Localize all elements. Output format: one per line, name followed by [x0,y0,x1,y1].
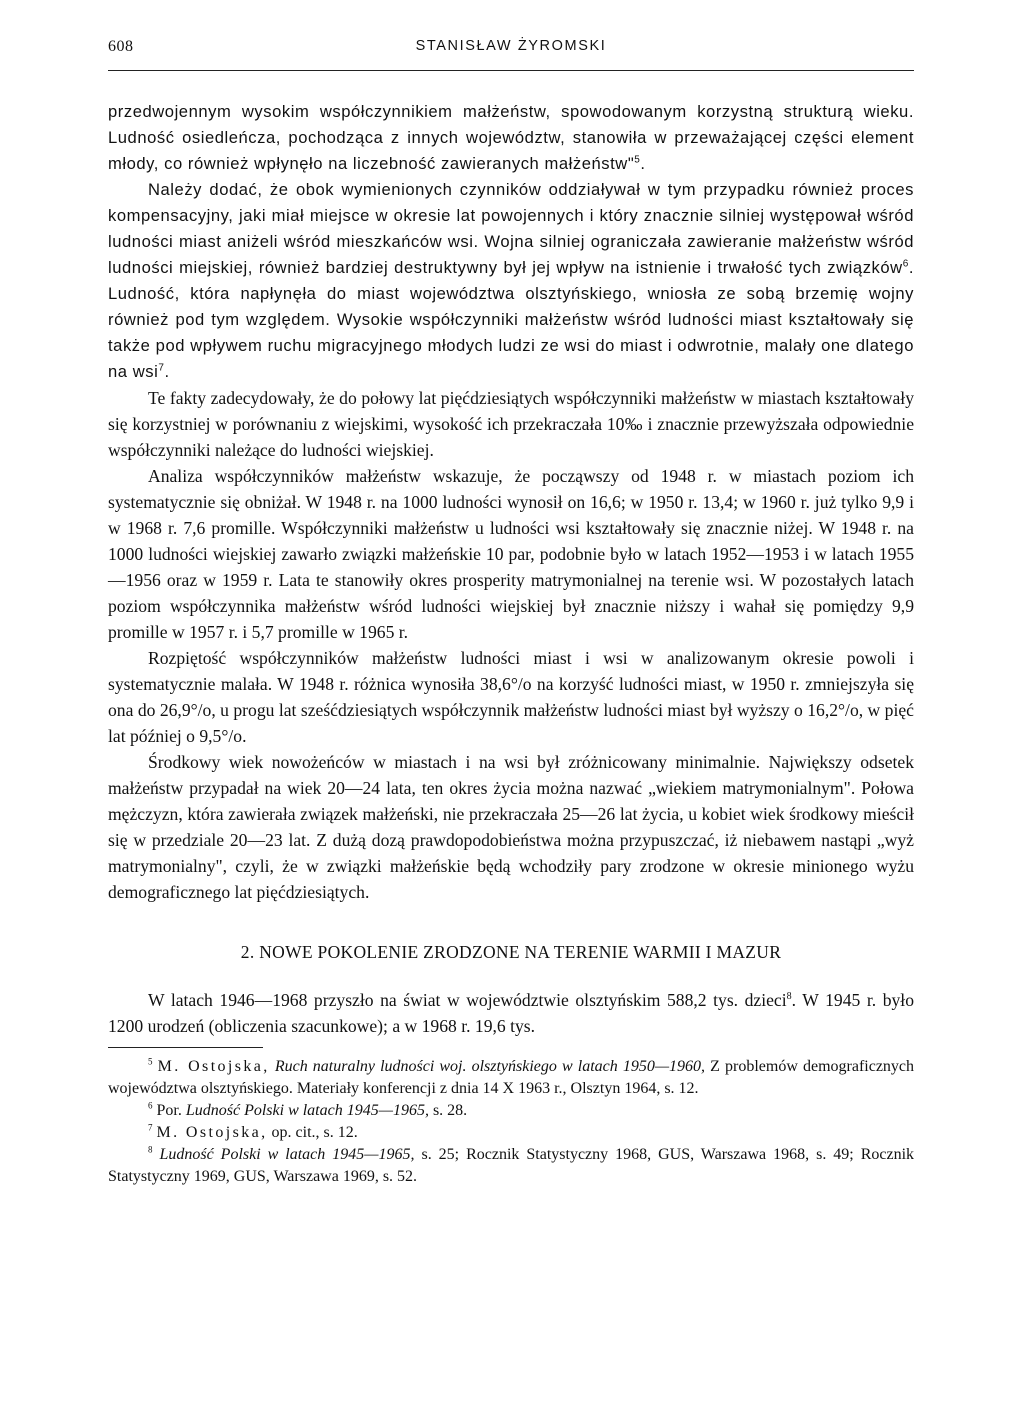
header-rule [108,70,914,71]
footnote-number: 8 [148,1144,153,1155]
footnote-rest: Z problemów demograficznych województwa olsztyńskiego. Materiały konferencji z dnia 14 X 1963 r., Olsztyn 1964, s. 12. [108,1058,915,1097]
footnote-ref-7: 7 [158,362,165,374]
footnote-number: 5 [148,1056,153,1067]
section-paragraph-1 [108,987,914,1039]
footnote-rest: s. 28. [432,1102,468,1119]
footnote-6 [108,1100,914,1122]
section-paragraph-1-continuation: . W 1945 r. było 1200 urodzeń (obliczenia szacunkowe); a w 1968 r. 19,6 tys. [108,990,914,1036]
footnote-number: 7 [148,1122,153,1133]
footnote-ref-5: 5 [634,154,641,166]
footnote-author: M. Ostojska, [156,1124,268,1141]
footnote-5 [108,1056,914,1100]
footnote-number: 6 [148,1100,153,1111]
footnote-title: Ruch naturalny ludności woj. olsztyńskiego w latach 1950—1960, [274,1058,706,1075]
footnotes [108,1056,914,1188]
article-body [108,99,914,1188]
paragraph-2: Należy dodać, że obok wymienionych czynników oddziaływał w tym przypadku również proces kompensacyjny, jaki miał miejsce w okresie lat powojennych i który znacznie silniej występował wśród ludności miast aniżeli wśród mieszkańców wsi. Wojna silniej ograniczała zawieranie małżeństw wśród ludności miejskiej, również bardziej destruktywny był jej wpływ na istnienie i trwałość tych związków$^6$. Ludność, która napłynęła do miast województwa olsztyńskiego, wniosła ze sobą brzemię wojny również pod tym względem. Wysokie współczynniki małżeństw wśród ludności miast kształtowały się także pod wpływem ruchu migracyjnego młodych ludzi ze wsi do miast i odwrotnie, malały one dlatego na wsi$^7$. [108,180,914,381]
paragraph-1: przedwojennym wysokim współczynnikiem małżeństw, spowodowanym korzystną strukturą wieku. Ludność osiedleńcza, pochodząca z innych województw, stanowiła w przeważającej części element młody, co również wpłynęło na liczebność zawieranych małżeństw"$^5$. [108,102,914,173]
paragraph-6: Środkowy wiek nowożeńców w miastach i na wsi był zróżnicowany minimalnie. Największy odsetek małżeństw przypadał na wiek 20—24 lata, ten okres życia można nazwać „wiekiem matrymonialnym". Połowa mężczyzn, która zawierała związek małżeński, nie przekraczała 25—26 lat życia, u kobiet wiek środkowy mieścił się w przedziale 20—23 lat. Z dużą dozą prawdopodobieństwa można przypuszczać, iż niebawem nastąpi „wyż matrymonialny", czyli, że w związki małżeńskie będą wchodziły pary zrodzone w okresie minionego wyżu demograficznego lat pięćdziesiątych. [108,752,914,902]
paragraph-1-text: przedwojennym wysokim współczynnikiem małżeństw, spowodowanym korzystną strukturą wieku. Ludność osiedleńcza, pochodząca z innych województw, stanowiła w przeważającej części element młody, co również wpłynęło na liczebność zawieranych małżeństw" [108,102,914,173]
paragraph-3: Te fakty zadecydowały, że do połowy lat pięćdziesiątych współczynniki małżeństw w miastach kształtowały się korzystniej w porównaniu z wiejskimi, wysokość ich przekraczała 10‰ i znacznie przewyższała odpowiednie współczynniki należące do ludności wiejskiej. [108,388,914,460]
footnote-title: Ludność Polski w latach 1945—1965, [185,1102,429,1119]
footnote-ref-8: 8 [786,991,792,1003]
running-head [108,30,914,60]
section-paragraph-1-text: W latach 1946—1968 przyszło na świat w województwie olsztyńskim 588,2 tys. dzieci [148,990,787,1010]
footnote-8 [108,1144,914,1188]
journal-page [108,30,914,1188]
section-heading: 2. NOWE POKOLENIE ZRODZONE NA TERENIE WARMII I MAZUR [240,942,782,962]
footnote-rest: s. 25; Rocznik Statystyczny 1968, GUS, Warszawa 1968, s. 49; Rocznik Statystyczny 1969, GUS, Warszawa 1969, s. 52. [108,1146,915,1185]
page-number: 608 [108,38,134,55]
paragraph-5: Rozpiętość współczynników małżeństw ludności miast i wsi w analizowanym okresie powoli i systematycznie malała. W 1948 r. różnica wynosiła 38,6°/o na korzyść ludności miast, w 1950 r. zmniejszyła się ona do 26,9°/o, u progu lat sześćdziesiątych współczynnik małżeństw ludności miast był wyższy o 16,2°/o, w pięć lat później o 9,5°/o. [108,648,914,746]
footnote-lead: Por. [156,1102,182,1119]
footnote-rest: op. cit., s. 12. [271,1124,358,1141]
paragraph-4: Analiza współczynników małżeństw wskazuje, że począwszy od 1948 r. w miastach poziom ich systematycznie się obniżał. W 1948 r. na 1000 ludności wynosił on 16,6; w 1950 r. 13,4; w 1960 r. już tylko 9,9 i w 1968 r. 7,6 promille. Współczynniki małżeństw u ludności wsi kształtowały się znacznie niżej. W 1948 r. na 1000 ludności wiejskiej zawarło związki małżeńskie 10 par, podobnie było w latach 1952—1953 i w latach 1955—1956 oraz w 1959 r. Lata te stanowiły okres prosperity matrymonialnej na terenie wsi. W pozostałych latach poziom współczynnika małżeństw wśród ludności wiejskiej był znacznie niższy i wahał się pomiędzy 9,9 promille w 1957 r. i 5,7 promille w 1965 r. [108,466,914,642]
paragraph-2-continuation: . Ludność, która napłynęła do miast województwa olsztyńskiego, wniosła ze sobą brzemię wojny również pod tym względem. Wysokie współczynniki małżeństw wśród ludności miast kształtowały się także pod wpływem ruchu migracyjnego młodych ludzi ze wsi do miast i odwrotnie, malały one dlatego na wsi [108,258,914,381]
footnote-author: M. Ostojska, [157,1058,270,1075]
footnote-title: Ludność Polski w latach 1945—1965, [159,1146,415,1163]
running-title: STANISŁAW ŻYROMSKI [415,38,607,54]
footnote-rule [108,1047,263,1048]
footnote-ref-6: 6 [902,258,909,270]
footnote-7 [108,1122,914,1144]
paragraph-2-text: Należy dodać, że obok wymienionych czynników oddziaływał w tym przypadku również proces kompensacyjny, jaki miał miejsce w okresie lat powojennych i który znacznie silniej występował wśród ludności miast aniżeli wśród mieszkańców wsi. Wojna silniej ograniczała zawieranie małżeństw wśród ludności miejskiej, również bardziej destruktywny był jej wpływ na istnienie i trwałość tych związków [108,180,914,277]
